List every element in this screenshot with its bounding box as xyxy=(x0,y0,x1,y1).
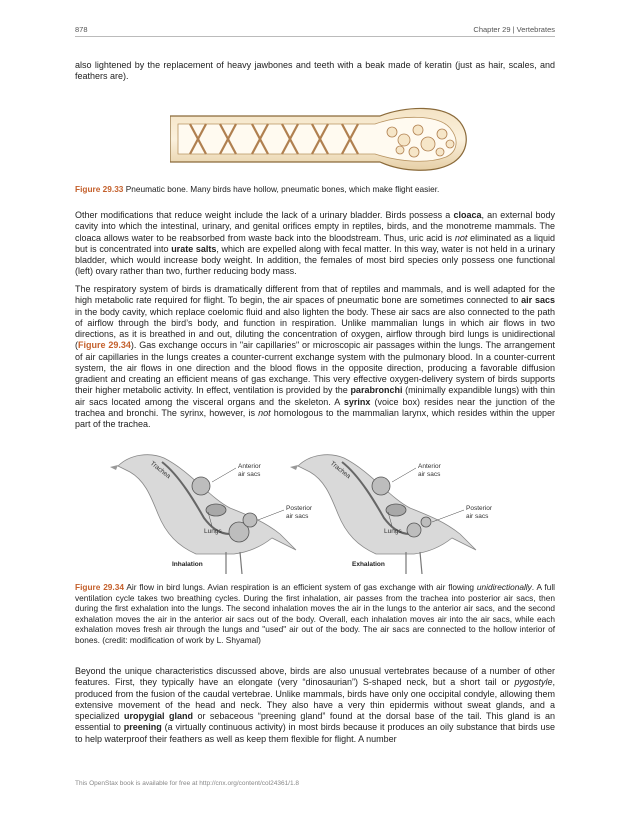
inhalation-bird xyxy=(110,455,313,574)
bird-airflow-diagram xyxy=(100,446,520,574)
header-rule xyxy=(75,36,555,37)
paragraph-respiration: The respiratory system of birds is dramatically different from that of reptiles and mammals, and is well adapted for the high metabolic rate required for flight. To begin, the air spaces of pneumatic bone are sometimes connected to air sacs in the body cavity, which replace coelomic fluid and also lighten the body. These air sacs are also connected to the path of airflow through the bird’s body, and function in respiration. Unlike mammalian lungs in which air flows in two directions, as it is breathed in and out, diluting the concentration of oxygen, airflow through bird lungs is unidirectional (Figure 29.34). Gas exchange occurs in "air capillaries" or microscopic air passages within the lungs. The arrangement of air capillaries in the lungs creates a counter-current exchange system with the pulmonary blood. In a counter-current system, the air flows in one direction and the blood flows in the opposite direction, producing a favorable diffusion gradient and creating an efficient means of gas exchange. This very effective oxygen-delivery system of birds supports their higher metabolic activity. In effect, ventilation is provided by the parabronchi (minimally expandible lungs) with thin air sacs located among the visceral organs and the skeleton. A syrinx (voice box) resides near the junction of the trachea and bronchi. The syrinx, however, is not homologous to the mammalian larynx, which resides within the upper part of the trachea. xyxy=(75,284,555,429)
lungs-label: Lungs xyxy=(204,528,222,535)
anterior-air-sac-shape xyxy=(192,477,210,495)
page-number: 878 xyxy=(75,25,88,34)
anterior-label-1: Anterior xyxy=(418,463,441,470)
figure-label: Figure 29.33 xyxy=(75,184,124,194)
posterior-label-1: Posterior xyxy=(466,505,493,512)
footer-notice: This OpenStax book is available for free at http://cnx.org/content/col24361/1.8 xyxy=(75,780,300,787)
term-uropygial-gland: uropygial gland xyxy=(124,711,193,721)
figure-label: Figure 29.34 xyxy=(75,582,124,592)
posterior-label-2: air sacs xyxy=(286,513,309,520)
trachea-label: Trachea xyxy=(328,460,352,481)
trachea-label: Trachea xyxy=(148,460,172,481)
term-syrinx: syrinx xyxy=(343,396,371,407)
figure-29-34-link[interactable]: Figure 29.34 xyxy=(78,340,131,351)
pneumatic-bone-illustration xyxy=(170,100,470,178)
term-preening: preening xyxy=(123,722,162,733)
caption-text: Pneumatic bone. Many birds have hollow, pneumatic bones, which make flight easier. xyxy=(123,184,440,194)
figure-29-34-caption: Figure 29.34 Air flow in bird lungs. Avian respiration is an efficient system of gas exchange with air flowing unidirectionally. A full ventilation cycle takes two breathing cycles. During the first inhalation, air passes from the trachea into posterior air sacs, then during the first exhalation into the lungs. The second inhalation moves the air in the lungs to the anterior air sacs, and the second exhalation moves the air in the anterior air sacs out of the body. Overall, each inhalation moves air into the air sacs, while each exhalation moves fresh air through the lungs and "used" air out of the body. The air sacs are connected to the hollow interior of bones. (credit: modification of work by L. Shyamal) xyxy=(75,582,556,645)
anterior-label-2: air sacs xyxy=(238,471,261,478)
term-cloaca: cloaca xyxy=(453,210,482,220)
anterior-label-2: air sacs xyxy=(418,471,441,478)
term-parabronchi: parabronchi xyxy=(350,385,403,396)
paragraph-features: Beyond the unique characteristics discussed above, birds are also unusual vertebrates because of a number of other features. First, they typically have an elongate (very “dinosaurian”) S-shaped neck, but a short tail or pygostyle, produced from the fusion of the caudal vertebrae. Unlike mammals, birds have only one occipital condyle, allowing them extensive movement of the head and neck. They also have a very thin epidermis without sweat glands, and a specialized uropygial gland or sebaceous “preening gland” found at the dorsal base of the tail. This gland is an essential to preening (a virtually continuous activity) in most birds because it produces an oily substance that birds use to help waterproof their feathers as well as keep them flexible for flight. A number xyxy=(75,666,555,744)
inhalation-title: Inhalation xyxy=(172,561,203,568)
paragraph-cloaca: Other modifications that reduce weight include the lack of a urinary bladder. Birds possess a cloaca, an external body cavity into which the intestinal, urinary, and genital orifices empty in reptiles, birds, and the monotreme mammals. The cloaca allows water to be reabsorbed from waste back into the bloodstream. Thus, uric acid is not eliminated as a liquid but is concentrated into urate salts, which are expelled along with fecal matter. In this way, water is not held in a urinary bladder, which would increase body weight. In addition, the females of most bird species only possess one functional (left) ovary rather than two, further reducing body mass. xyxy=(75,210,555,277)
lungs-shape xyxy=(206,504,226,516)
posterior-label-1: Posterior xyxy=(286,505,313,512)
lungs-label: Lungs xyxy=(384,528,402,535)
posterior-label-2: air sacs xyxy=(466,513,489,520)
figure-29-33-caption xyxy=(75,184,555,195)
term-pygostyle: pygostyle xyxy=(514,677,553,688)
exhalation-bird xyxy=(290,455,493,574)
term-air-sacs: air sacs xyxy=(521,295,555,306)
exhalation-title: Exhalation xyxy=(352,561,385,568)
term-urate-salts: urate salts xyxy=(171,243,217,254)
intro-paragraph: also lightened by the replacement of heavy jawbones and teeth with a beak made of keratin (just as hair, scales, and feathers are). xyxy=(75,60,555,82)
anterior-label-1: Anterior xyxy=(238,463,261,470)
chapter-title: Chapter 29 | Vertebrates xyxy=(473,25,555,34)
